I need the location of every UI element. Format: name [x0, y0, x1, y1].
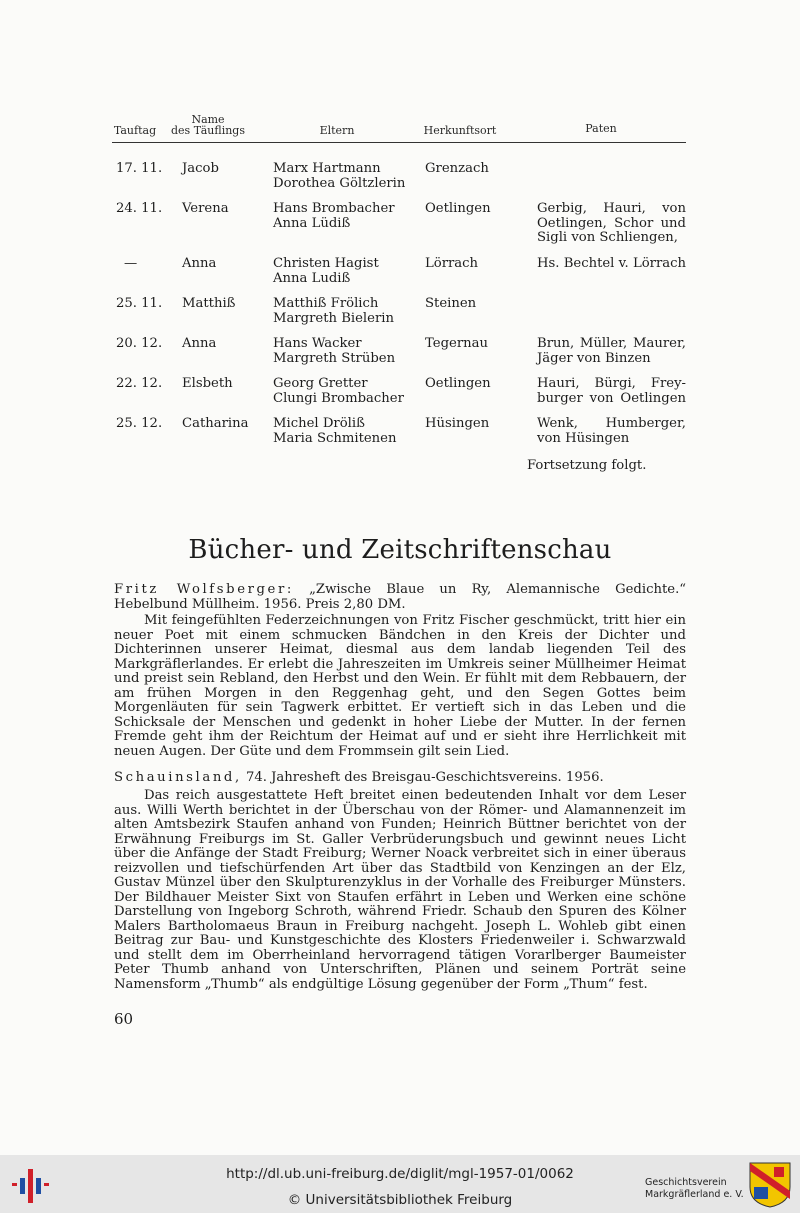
baptism-date: 22. 12.	[116, 376, 163, 391]
parents	[273, 257, 423, 286]
review2-citation-text: 74. Jahresheft des Breisgau-Geschichtsvereins. 1956.	[241, 770, 604, 785]
header-name-top: Name	[191, 113, 225, 126]
parents	[273, 377, 423, 406]
child-name: Anna	[182, 336, 217, 351]
review2-body: Das reich ausgestattete Heft breitet einen bedeutenden Inhalt vor dem Leser aus. Willi Werth berichtet in der Überschau von der Römer- und Alamannenzeit im alten Amtsbezirk Staufen anhand von Funden; Heinrich Büttner berichtet von der Erwähnung Freiburgs im St. Galler Verbrüderungsbuch und gewinnt neues Licht über die Anfänge der Stadt Freiburg; Werner Noack verbreitet sich in einer überaus reizvollen und tiefschürfenden Art über das Stadtbild von Kenzingen an der Elz, Gustav Münzel über den Skulpturenzyklus in der Vorhalle des Freiburger Münsters. Der Bildhauer Meister Sixt von Staufen erfährt in Leben und Werken eine schöne Darstellung von Ingeborg Schroth, während Friedr. Schaub den Spuren des Kölner Malers Bartholomaeus Braun in Freiburg nachgeht. Joseph L. Wohleb gibt einen Beitrag zur Bau- und Kunstgeschichte des Klosters Friedenweiler i. Schwarzwald und stellt dem im Oberrheinland hervorragend tätigen Vorarlberger Baumeister Peter Thumb anhand von Unterschriften, Plänen und seinem Porträt seine Namensform „Thumb“ als endgültige Lösung gegenüber der Form „Thum“ fest.	[114, 788, 686, 992]
child-name: Matthiß	[182, 296, 236, 311]
continuation-note: Fortsetzung folgt.	[527, 458, 647, 473]
society-name-line2: Markgräflerland e. V.	[645, 1189, 744, 1200]
parents	[273, 162, 423, 191]
child-name: Elsbeth	[182, 376, 233, 391]
viewer-footer	[0, 1155, 800, 1213]
baptism-date: —	[124, 256, 138, 271]
document-url-link[interactable]: http://dl.ub.uni-freiburg.de/diglit/mgl-1957-01/0062	[226, 1166, 574, 1182]
header-herkunftsort: Herkunftsort	[423, 124, 497, 137]
parents	[273, 417, 423, 446]
header-tauftag: Tauftag	[113, 124, 157, 137]
review2-title: Schauinsland,	[114, 770, 242, 785]
mother-name: Margreth Bielerin	[273, 310, 394, 326]
father-name: Hans Brombacher	[273, 201, 395, 216]
mother-name: Dorothea Göltzlerin	[273, 175, 406, 191]
section-title: Bücher- und Zeitschriftenschau	[188, 535, 612, 565]
mother-name: Margreth Strüben	[273, 350, 396, 366]
godparents-line: Gerbig, Hauri, von	[537, 201, 686, 216]
godparents-line: Wenk, Humberger,	[537, 416, 686, 431]
mother-name: Clungi Brombacher	[273, 390, 404, 406]
baptism-date: 24. 11.	[116, 201, 163, 216]
mother-name: Anna Lüdiß	[273, 215, 351, 231]
review1-citation-text: „Zwische Blaue un Ry, Alemannische Gedichte.“ Hebelbund Müllheim. 1956. Preis 2,80 DM.	[114, 582, 687, 612]
table-header	[112, 112, 686, 142]
father-name: Hans Wacker	[273, 336, 362, 351]
origin-place: Tegernau	[425, 336, 488, 351]
society-name-line1: Geschichtsverein	[645, 1177, 727, 1188]
godparents	[537, 257, 686, 272]
parents	[273, 297, 423, 326]
godparents-line: Brun, Müller, Maurer,	[537, 336, 686, 351]
header-rule	[112, 142, 686, 143]
baptism-date: 17. 11.	[116, 161, 163, 176]
copyright-text: © Universitätsbibliothek Freiburg	[287, 1192, 513, 1208]
origin-place: Steinen	[425, 296, 477, 311]
father-name: Matthiß Frölich	[273, 296, 379, 311]
father-name: Michel Dröliß	[273, 416, 365, 431]
godparents-line: Hauri, Bürgi, Frey-	[537, 376, 686, 391]
mother-name: Maria Schmitenen	[273, 430, 397, 446]
parents	[273, 337, 423, 366]
godparents	[537, 417, 686, 446]
child-name: Catharina	[182, 416, 249, 431]
header-eltern: Eltern	[319, 124, 355, 137]
origin-place: Oetlingen	[425, 201, 491, 216]
baptism-date: 20. 12.	[116, 336, 163, 351]
origin-place: Lörrach	[425, 256, 479, 271]
parents	[273, 202, 423, 231]
father-name: Georg Gretter	[273, 376, 368, 391]
godparents-line: Jäger von Binzen	[537, 350, 651, 366]
review1-body: Mit feingefühlten Federzeichnungen von Fritz Fischer geschmückt, tritt hier ein neuer Poet mit einem schmucken Bändchen in den Kreis der Dichter und Dichterinnen unserer Heimat, diesmal aus dem landab liegenden Teil des Markgräflerlandes. Er erlebt die Jahreszeiten im Umkreis seiner Müllheimer Heimat und preist sein Rebland, den Herbst und den Wein. Er fühlt mit dem Rebbauern, der am frühen Morgen in den Reggenhag geht, und den Segen Gottes beim Morgenläuten für sein Tagwerk erbittet. Er vertieft sich in das Leben und die Schicksale der Menschen und gedenkt in hoher Liebe der Mutter. In der fernen Fremde geht ihm der Reichtum der Heimat auf und er sieht ihre Herrlichkeit mit neuen Augen. Der Güte und dem Frommsein gilt sein Lied.	[114, 613, 686, 759]
origin-place: Oetlingen	[425, 376, 491, 391]
godparents	[537, 202, 686, 246]
mother-name: Anna Ludiß	[273, 270, 351, 286]
baptism-date: 25. 12.	[116, 416, 163, 431]
review1-citation	[114, 583, 686, 612]
godparents-line: von Hüsingen	[537, 430, 630, 446]
header-name-bottom: des Täuflings	[171, 124, 245, 137]
review2-citation	[114, 771, 686, 786]
godparents-line: burger von Oetlingen	[537, 390, 686, 406]
child-name: Verena	[182, 201, 229, 216]
page-number: 60	[114, 1010, 134, 1028]
coat-of-arms-icon	[748, 1161, 792, 1209]
header-paten: Paten	[585, 122, 617, 135]
godparents	[537, 377, 686, 406]
review1-author: Fritz Wolfsberger:	[114, 582, 294, 597]
child-name: Anna	[182, 256, 217, 271]
society-name	[645, 1177, 744, 1201]
godparents-line: Oetlingen, Schor und	[537, 215, 686, 231]
godparents	[537, 337, 686, 366]
godparents-line: Sigli von Schliengen,	[537, 230, 678, 245]
origin-place: Grenzach	[425, 161, 489, 176]
father-name: Christen Hagist	[273, 256, 379, 271]
father-name: Marx Hartmann	[273, 161, 381, 176]
godparents-line: Hs. Bechtel v. Lörrach	[537, 256, 686, 271]
baptism-date: 25. 11.	[116, 296, 163, 311]
child-name: Jacob	[182, 161, 219, 176]
origin-place: Hüsingen	[425, 416, 490, 431]
